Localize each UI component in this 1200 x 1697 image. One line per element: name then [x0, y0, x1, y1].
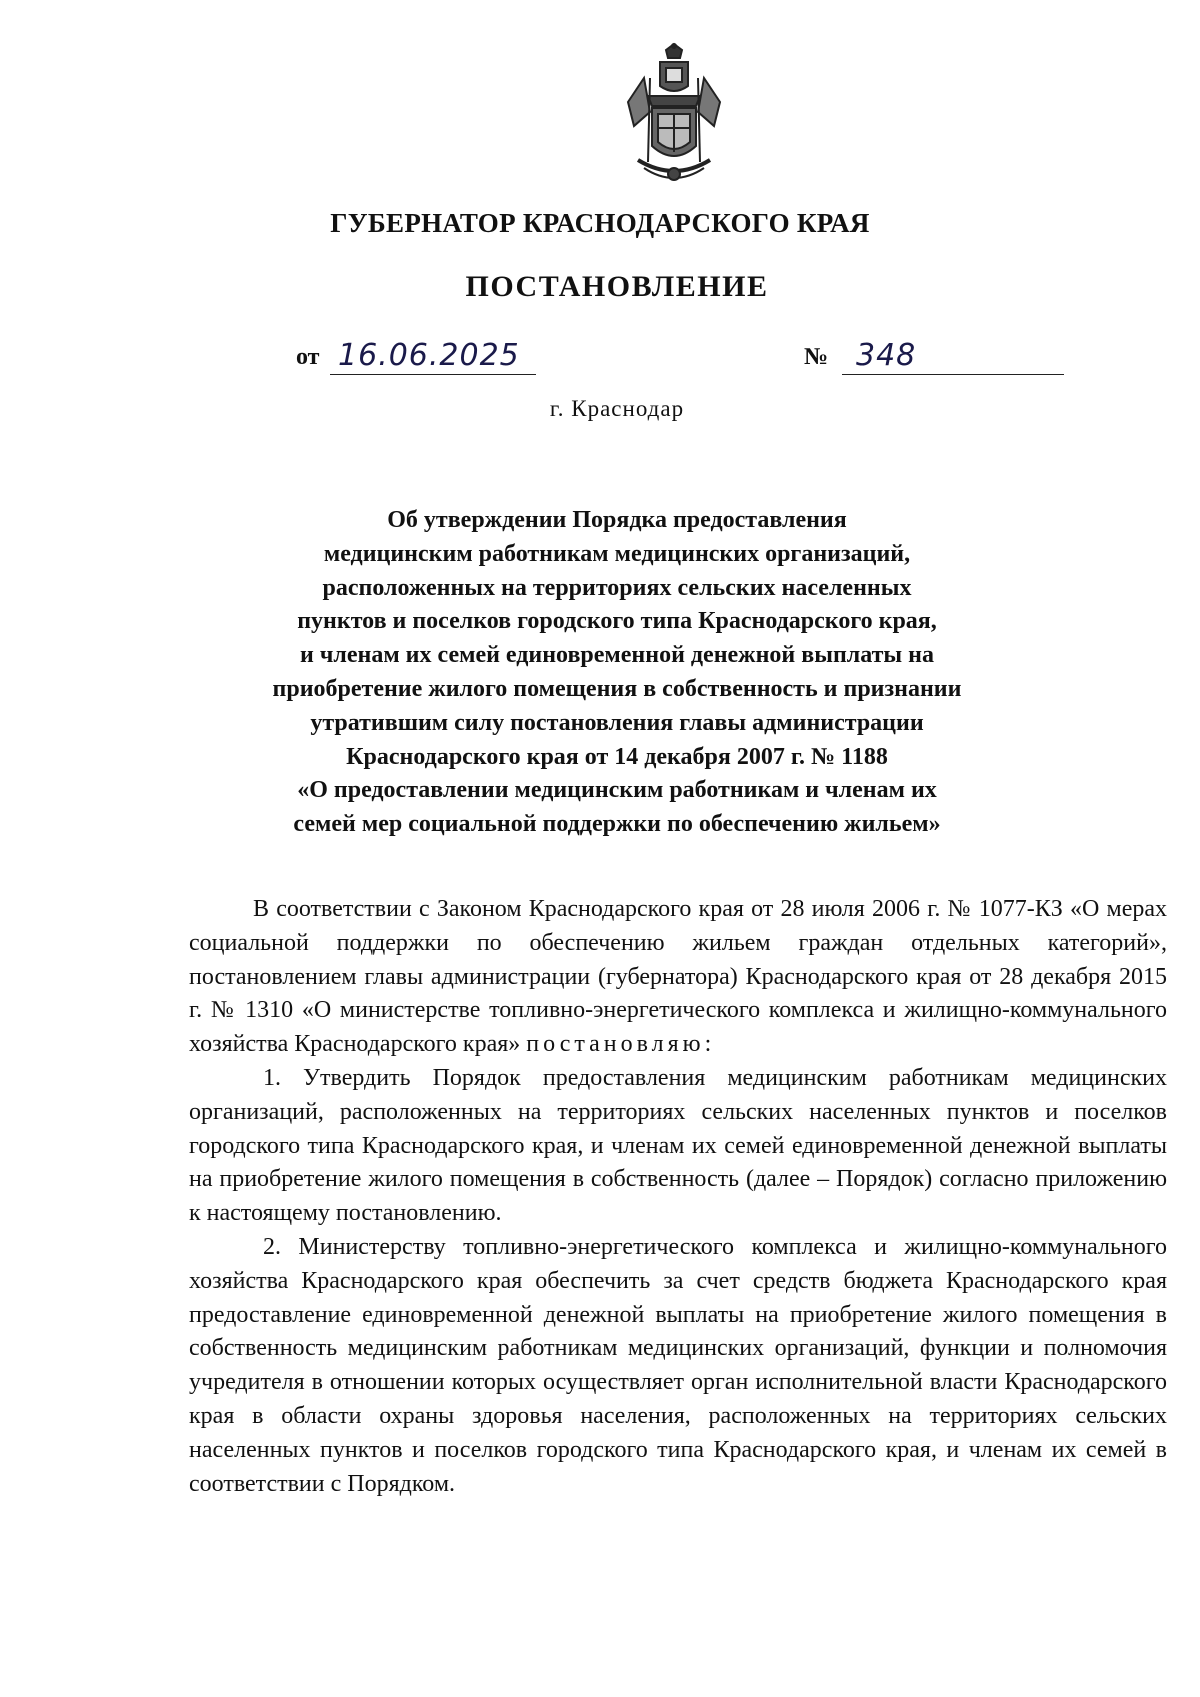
- title-line: семей мер социальной поддержки по обеспечению жильем»: [293, 811, 941, 838]
- decree-word: постановляю:: [526, 1031, 716, 1058]
- number-label: №: [804, 344, 829, 370]
- date-underline: [330, 374, 536, 375]
- title-line: Об утверждении Порядка предоставления: [387, 507, 847, 533]
- date-number-row: [296, 340, 1066, 380]
- title-line: Краснодарского края от 14 декабря 2007 г. № 1188: [346, 743, 888, 770]
- preamble-text: В соответствии с Законом Краснодарского края от 28 июля 2006 г. № 1077-КЗ «О мерах социальной поддержки по обеспечению жильем граждан отдельных категорий», постановлением главы администрации (губернатора) Краснодарского края от 28 декабря 2015 г. № 1310 «О министерстве топливно-энергетического комплекса и жилищно-коммунального хозяйства Краснодарского края»: [189, 896, 1167, 1058]
- title-line: и членам их семей единовременной денежной выплаты на: [300, 642, 934, 669]
- handwritten-number: 348: [856, 338, 917, 373]
- document-title: [150, 504, 1084, 842]
- title-line: медицинским работникам медицинских организаций,: [323, 540, 911, 567]
- issuing-authority: ГУБЕРНАТОР КРАСНОДАРСКОГО КРАЯ: [330, 208, 870, 238]
- item-1-paragraph: 1. Утвердить Порядок предоставления медицинским работникам медицинских организаций, расположенных на территориях сельских населенных пунктов и поселков городского типа Краснодарского края, и членам их семей единовременной денежной выплаты на приобретение жилого помещения в собственность (далее – Порядок) согласно приложению к настоящему постановлению.: [189, 1064, 1167, 1227]
- document-type: ПОСТАНОВЛЕНИЕ: [465, 270, 769, 303]
- title-line: «О предоставлении медицинским работникам и членам их: [297, 777, 937, 804]
- coat-of-arms-icon: [614, 42, 734, 190]
- date-label: от: [296, 344, 320, 370]
- title-line: утратившим силу постановления главы администрации: [310, 709, 924, 736]
- city: г. Краснодар: [549, 396, 685, 421]
- title-line: расположенных на территориях сельских населенных: [322, 574, 912, 601]
- title-line: пунктов и поселков городского типа Краснодарского края,: [297, 608, 937, 635]
- document-body: [189, 893, 1167, 1501]
- handwritten-date: 16.06.2025: [338, 338, 520, 373]
- number-underline: [842, 374, 1064, 375]
- preamble-paragraph: [189, 893, 1167, 1062]
- item-2-paragraph: 2. Министерству топливно-энергетического комплекса и жилищно-коммунального хозяйства Краснодарского края обеспечить за счет средств бюджета Краснодарского края предоставление единовременной денежной выплаты на приобретение жилого помещения в собственность медицинским работникам медицинских организаций, функции и полномочия учредителя в отношении которых осуществляет орган исполнительной власти Краснодарского края в области охраны здоровья населения, расположенных на территориях сельских населенных пунктов и поселков городского типа Краснодарского края, и членам их семей в соответствии с Порядком.: [189, 1233, 1167, 1497]
- title-line: приобретение жилого помещения в собственность и признании: [272, 675, 962, 702]
